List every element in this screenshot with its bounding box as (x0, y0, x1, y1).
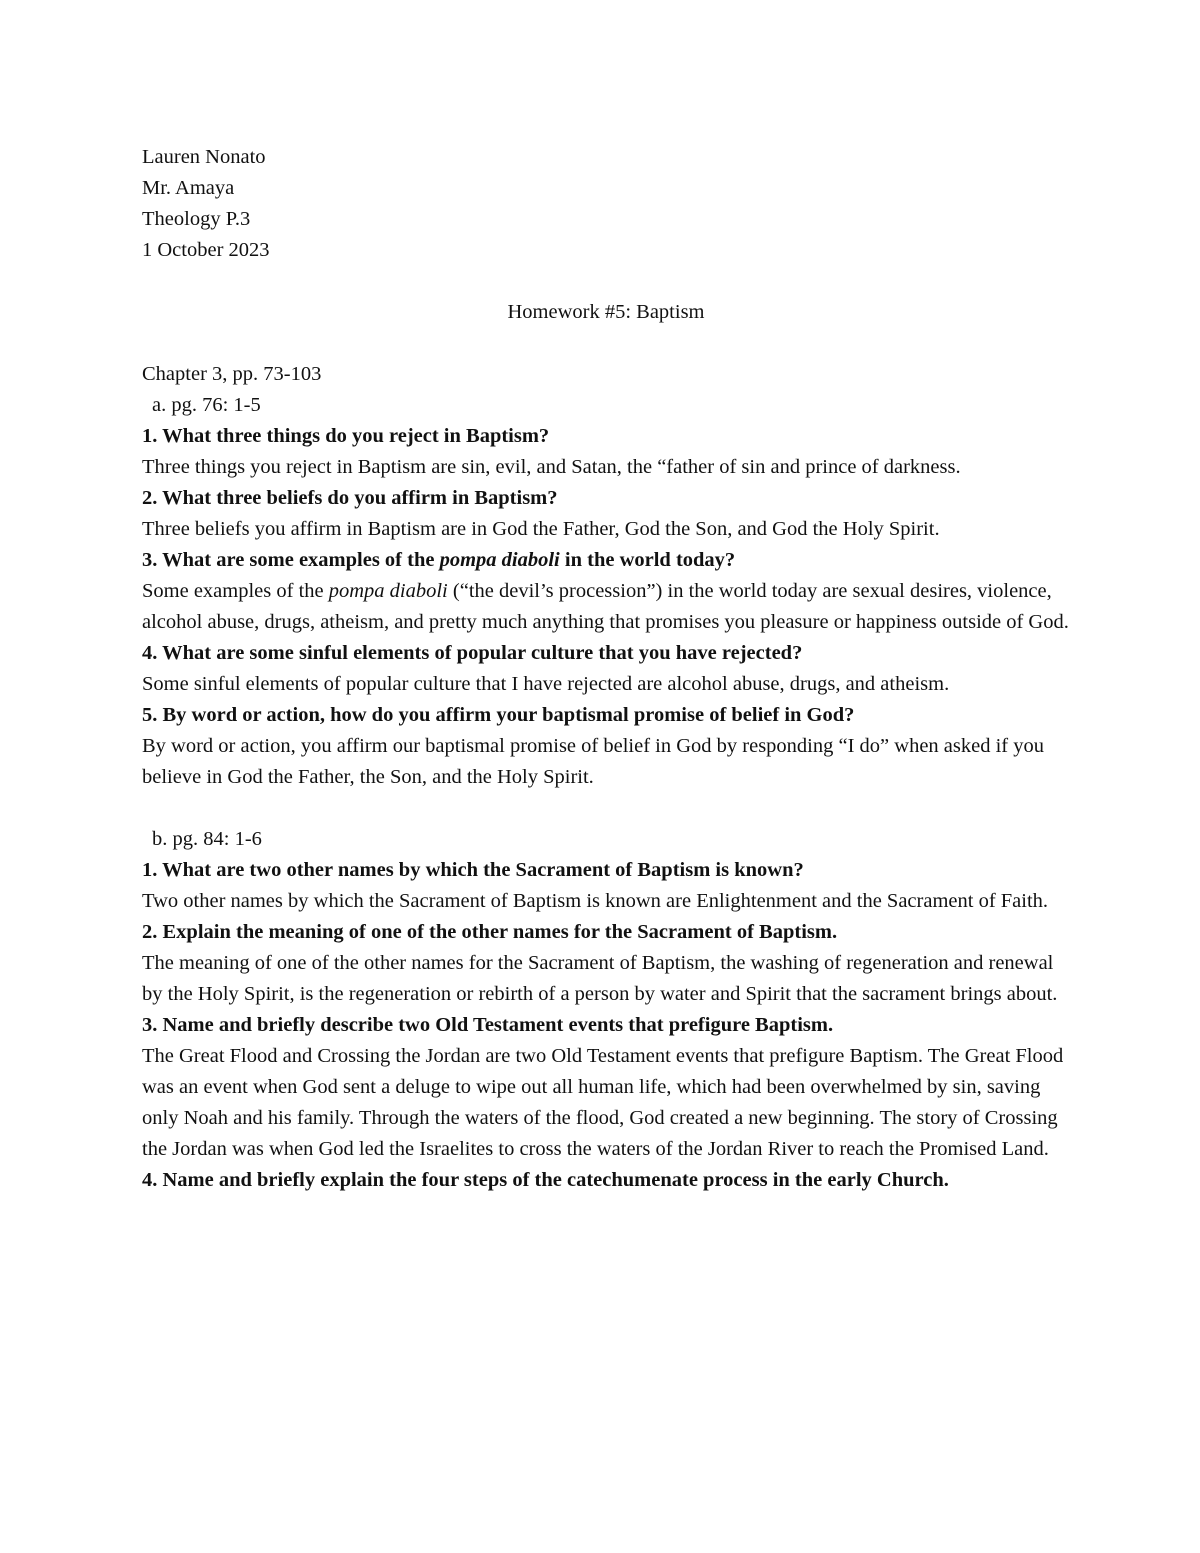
question-a3-start: 3. What are some examples of the (142, 549, 440, 571)
answer-a3-start: Some examples of the (142, 580, 329, 602)
answer-a3-latin-term: pompa diaboli (328, 580, 448, 602)
question-b1: 1. What are two other names by which the Sacrament of Baptism is known? (142, 859, 804, 881)
answer-b1: Two other names by which the Sacrament of Baptism is known are Enlightenment and the Sacrament of Faith. (142, 890, 1049, 912)
student-name: Lauren Nonato (142, 146, 266, 168)
section-b-label: b. pg. 84: 1-6 (152, 828, 262, 850)
question-a4: 4. What are some sinful elements of popular culture that you have rejected? (142, 642, 803, 664)
question-a2: 2. What three beliefs do you affirm in Baptism? (142, 487, 558, 509)
question-b4: 4. Name and briefly explain the four steps of the catechumenate process in the early Church. (142, 1169, 949, 1191)
assignment-date: 1 October 2023 (142, 239, 270, 261)
answer-a5: By word or action, you affirm our baptismal promise of belief in God by responding “I do” when asked if you believe in God the Father, the Son, and the Holy Spirit. (142, 735, 1050, 788)
question-a5: 5. By word or action, how do you affirm your baptismal promise of belief in God? (142, 704, 855, 726)
answer-b2: The meaning of one of the other names for the Sacrament of Baptism, the washing of regeneration and renewal by the Holy Spirit, is the regeneration or rebirth of a person by water and Spirit that the sacrament brings about. (142, 952, 1059, 1005)
answer-a2: Three beliefs you affirm in Baptism are in God the Father, God the Son, and God the Holy Spirit. (142, 518, 940, 540)
answer-a3-end: (“the devil’s procession”) in the world today are sexual desires, violence, alcohol abuse, drugs, atheism, and pretty much anything that promises you pleasure or happiness outside of God. (142, 580, 1069, 633)
answer-a3 (142, 576, 1070, 638)
course-name: Theology P.3 (142, 208, 251, 230)
question-b2: 2. Explain the meaning of one of the other names for the Sacrament of Baptism. (142, 921, 838, 943)
question-a1: 1. What three things do you reject in Baptism? (142, 425, 550, 447)
document-title: Homework #5: Baptism (507, 301, 705, 323)
answer-a4: Some sinful elements of popular culture that I have rejected are alcohol abuse, drugs, and atheism. (142, 673, 950, 695)
question-b3: 3. Name and briefly describe two Old Testament events that prefigure Baptism. (142, 1014, 834, 1036)
chapter-reference: Chapter 3, pp. 73-103 (142, 363, 322, 385)
teacher-name: Mr. Amaya (142, 177, 235, 199)
answer-a1: Three things you reject in Baptism are sin, evil, and Satan, the “father of sin and prince of darkness. (142, 456, 961, 478)
section-spacer (142, 793, 1070, 824)
section-a-label: a. pg. 76: 1-5 (152, 394, 261, 416)
answer-b3: The Great Flood and Crossing the Jordan are two Old Testament events that prefigure Baptism. The Great Flood was an event when God sent a deluge to wipe out all human life, which had been overwhelmed by sin, saving only Noah and his family. Through the waters of the flood, God created a new beginning. The story of Crossing the Jordan was when God led the Israelites to cross the waters of the Jordan River to reach the Promised Land. (142, 1045, 1069, 1160)
question-a3-end: in the world today? (559, 549, 736, 571)
question-a3 (142, 545, 1070, 576)
question-a3-latin-term: pompa diaboli (439, 549, 560, 571)
